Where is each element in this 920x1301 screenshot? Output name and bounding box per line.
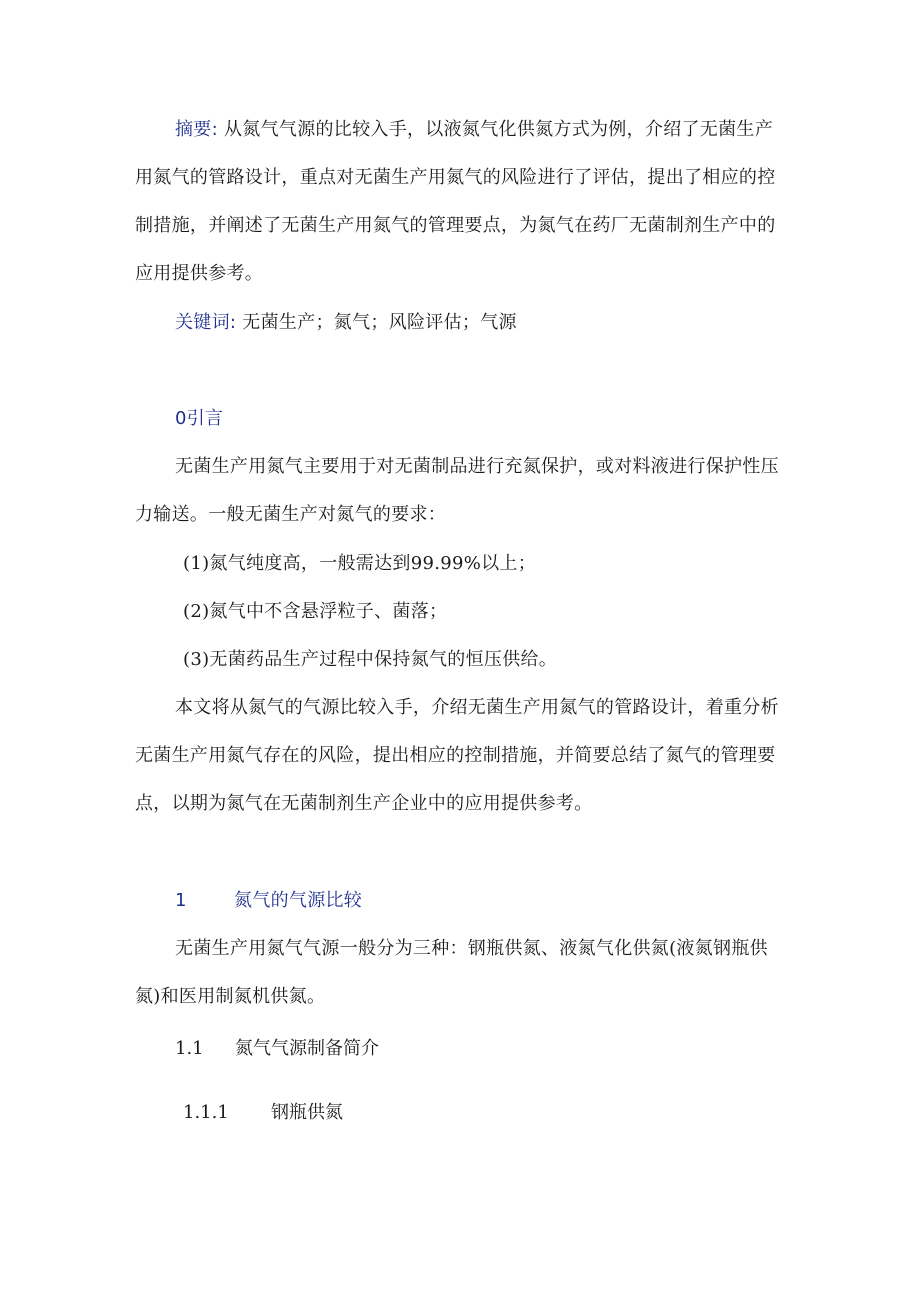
intro-para1-line-2: 力输送。一般无菌生产对氮气的要求： [135, 504, 447, 525]
abstract-line-2: 用氮气的管路设计，重点对无菌生产用氮气的风险进行了评估，提出了相应的控 [135, 167, 776, 188]
subsection-1-1-number: 1.1 [175, 1038, 204, 1059]
subsection-1-1-1-title: 钢瓶供氮 [271, 1102, 343, 1123]
intro-heading: 0引言 [175, 408, 224, 429]
section1-title: 氮气的气源比较 [234, 890, 363, 911]
abstract-label: 摘要 [175, 119, 212, 140]
intro-para2-line-2: 无菌生产用氮气存在的风险，提出相应的控制措施，并简要总结了氮气的管理要 [135, 745, 776, 766]
section1-number: 1 [175, 890, 187, 911]
abstract-line-1 [175, 118, 773, 142]
abstract-text-1: 从氮气气源的比较入手，以液氮气化供氮方式为例，介绍了无菌生产 [224, 119, 773, 140]
section1-para-line-1: 无菌生产用氮气气源一般分为三种：钢瓶供氮、液氮气化供氮(液氮钢瓶供 [175, 938, 768, 959]
abstract-line-4: 应用提供参考。 [135, 263, 264, 284]
abstract-line-3: 制措施，并阐述了无菌生产用氮气的管理要点，为氮气在药厂无菌制剂生产中的 [135, 215, 776, 236]
intro-para2-line-1: 本文将从氮气的气源比较入手，介绍无菌生产用氮气的管路设计，着重分析 [175, 697, 779, 718]
subsection-1-1-title: 氮气气源制备简介 [235, 1038, 379, 1059]
intro-para1-line-1: 无菌生产用氮气主要用于对无菌制品进行充氮保护，或对料液进行保护性压 [175, 456, 779, 477]
section1-para-line-2: 氮)和医用制氮机供氮。 [135, 986, 326, 1007]
keywords-label: 关键词 [175, 312, 230, 333]
keywords-separator: : [229, 312, 243, 333]
requirement-item-3: (3)无菌药品生产过程中保持氮气的恒压供给。 [183, 649, 558, 670]
intro-para2-line-3: 点，以期为氮气在无菌制剂生产企业中的应用提供参考。 [135, 793, 593, 814]
subsection-1-1-1-number: 1.1.1 [183, 1102, 229, 1123]
abstract-separator: : [211, 119, 224, 140]
requirement-item-2: (2)氮气中不含悬浮粒子、菌落； [183, 601, 448, 622]
requirement-item-1: (1)氮气纯度高，一般需达到99.99%以上； [183, 553, 537, 574]
keywords-text: 无菌生产；氮气；风险评估；气源 [242, 312, 517, 333]
keywords-line [175, 311, 517, 335]
